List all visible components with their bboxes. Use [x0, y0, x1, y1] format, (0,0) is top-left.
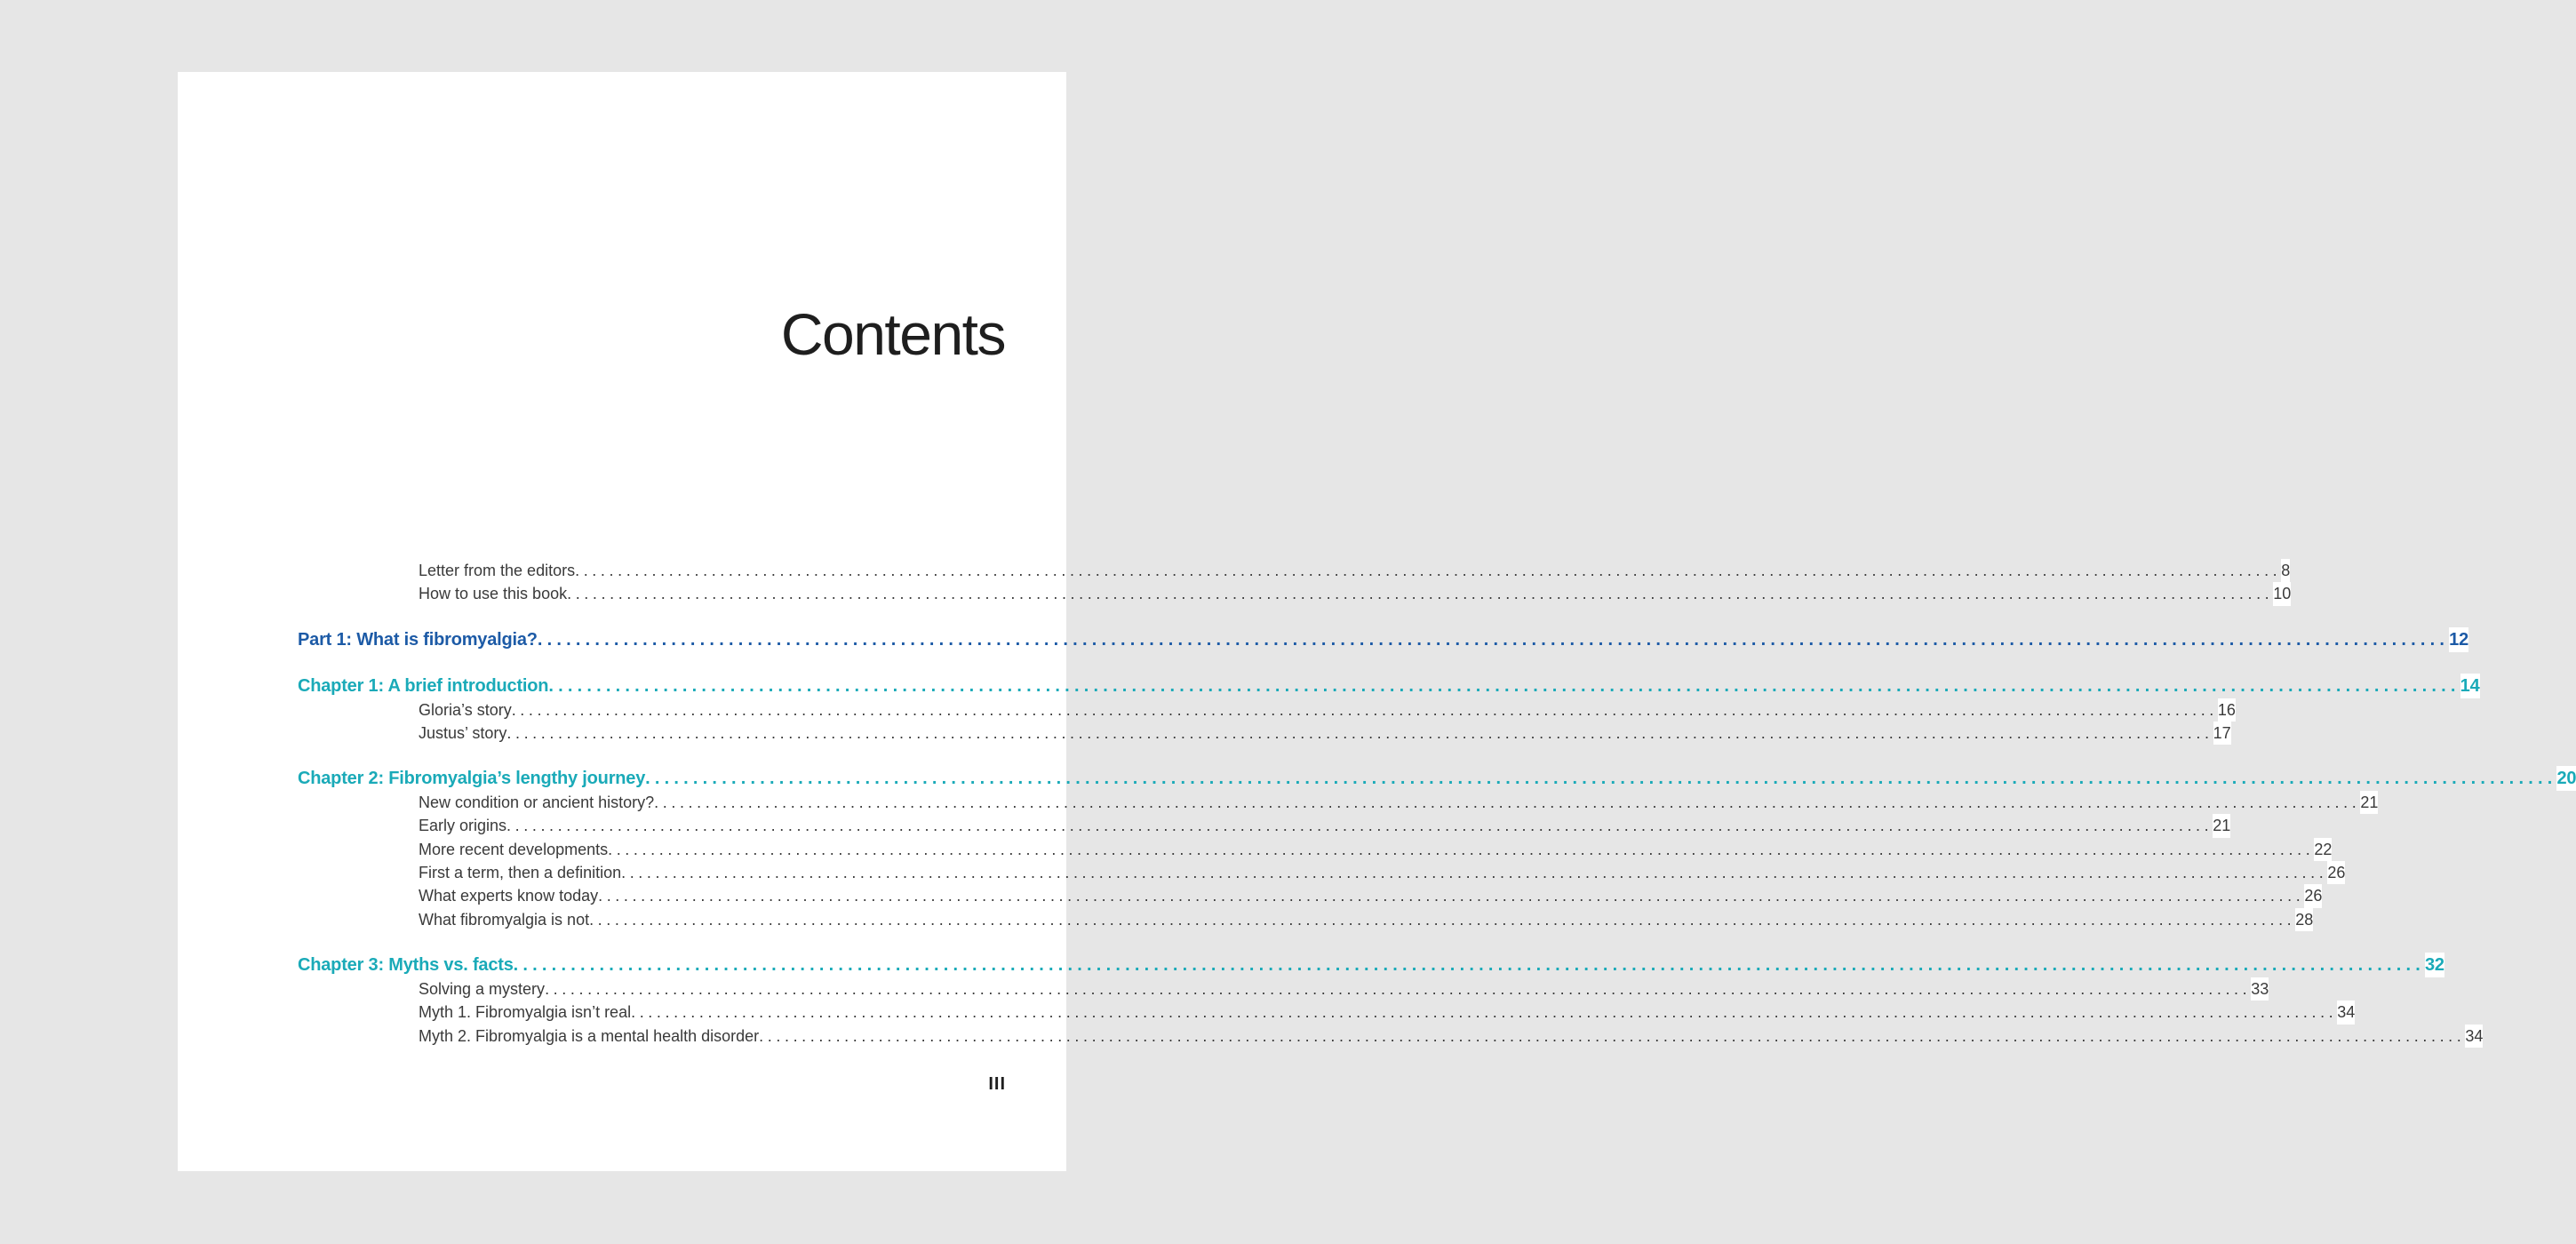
toc-entry-label: What fibromyalgia is not: [419, 908, 589, 931]
dot-leader: ........................................................................................................................................................................................................: [759, 1026, 2466, 1045]
toc-chapter-heading[interactable]: [298, 766, 2576, 791]
dot-leader: ........................................................................................................................................................................................................: [511, 700, 2218, 719]
toc-entry[interactable]: [298, 977, 2269, 1001]
toc-entry-page: 34: [2337, 1001, 2355, 1024]
dot-leader: ........................................................................................................................................................................................................: [506, 817, 2213, 835]
toc-entry-label: More recent developments: [419, 838, 608, 861]
dot-leader: ........................................................................................................................................................................................................: [621, 864, 2328, 882]
toc-entry[interactable]: [298, 838, 2333, 861]
dot-leader: ........................................................................................................................................................................................................: [506, 723, 2213, 742]
toc-entry[interactable]: [298, 908, 2314, 931]
book-page: [178, 72, 2576, 1171]
toc-chapter-label: Chapter 2: Fibromyalgia’s lengthy journey: [298, 766, 645, 791]
toc-entry-label: Letter from the editors: [419, 559, 575, 582]
toc-entry-label: What experts know today: [419, 884, 598, 907]
toc-entry-page: 17: [2213, 722, 2231, 745]
toc-entry[interactable]: [298, 791, 2379, 814]
toc-entry[interactable]: [298, 884, 2323, 907]
toc-chapter-label: Chapter 1: A brief introduction: [298, 674, 548, 698]
toc-entry-page: 28: [2295, 908, 2313, 931]
toc-entry[interactable]: [298, 1025, 2484, 1048]
dot-leader: ........................................................................................................................................................................................................: [631, 1003, 2338, 1022]
toc-entry[interactable]: [298, 698, 2236, 722]
toc-part-heading[interactable]: [298, 627, 2468, 652]
toc-entry[interactable]: [298, 722, 2231, 745]
dot-leader: ........................................................................................................................................................................................................: [545, 979, 2252, 998]
toc-entry-label: First a term, then a definition: [419, 861, 621, 884]
toc-entry[interactable]: [298, 559, 2291, 582]
table-of-contents: [298, 559, 2576, 1048]
toc-entry-label: Myth 2. Fibromyalgia is a mental health disorder: [419, 1025, 759, 1048]
spacer: [298, 745, 1005, 766]
toc-chapter-heading[interactable]: [298, 953, 2444, 977]
toc-entry-label: Gloria’s story: [419, 698, 512, 722]
toc-entry-page: 16: [2218, 698, 2236, 722]
toc-chapter-page: 14: [2460, 674, 2480, 698]
spacer: [298, 652, 1005, 674]
toc-chapter-page: 32: [2425, 953, 2444, 977]
toc-entry-page: 8: [2281, 559, 2290, 582]
dot-leader: ........................................................................................................................................................................................................: [608, 840, 2315, 858]
dot-leader: ........................................................................................................................................................................................................: [567, 585, 2274, 603]
toc-part-label: Part 1: What is fibromyalgia?: [298, 627, 538, 652]
dot-leader: ........................................................................................................................................................................................................: [645, 769, 2557, 789]
dot-leader: ........................................................................................................................................................................................................: [575, 562, 2282, 579]
dot-leader: ........................................................................................................................................................................................................: [589, 910, 2296, 929]
toc-chapter-page: 20: [2556, 766, 2576, 791]
toc-entry[interactable]: [298, 1001, 2356, 1024]
toc-entry-label: Justus’ story: [419, 722, 506, 745]
toc-entry-page: 33: [2251, 977, 2269, 1001]
toc-entry[interactable]: [298, 814, 2231, 837]
dot-leader: ........................................................................................................................................................................................................: [654, 793, 2361, 812]
toc-entry-label: Myth 1. Fibromyalgia isn’t real: [419, 1001, 631, 1024]
page-title: Contents: [780, 301, 1005, 367]
dot-leader: ........................................................................................................................................................................................................: [537, 629, 2450, 650]
toc-entry-page: 21: [2213, 814, 2230, 837]
page-folio: III: [988, 1074, 1006, 1094]
toc-part-page: 12: [2449, 627, 2468, 652]
toc-entry-page: 26: [2304, 884, 2322, 907]
toc-entry-page: 22: [2314, 838, 2332, 861]
spacer: [298, 606, 1005, 627]
toc-chapter-heading[interactable]: [298, 674, 2480, 698]
toc-chapter-label: Chapter 3: Myths vs. facts: [298, 953, 514, 977]
toc-entry-label: How to use this book: [419, 582, 567, 605]
dot-leader: ........................................................................................................................................................................................................: [548, 675, 2460, 696]
dot-leader: ........................................................................................................................................................................................................: [598, 887, 2305, 905]
dot-leader: ........................................................................................................................................................................................................: [513, 954, 2425, 975]
toc-entry-page: 26: [2327, 861, 2345, 884]
spacer: [298, 931, 1005, 953]
toc-entry-page: 34: [2465, 1025, 2483, 1048]
toc-entry-label: New condition or ancient history?: [419, 791, 654, 814]
toc-entry[interactable]: [298, 861, 2346, 884]
toc-entry-page: 21: [2360, 791, 2378, 814]
toc-entry-label: Early origins: [419, 814, 506, 837]
toc-entry[interactable]: [298, 582, 2292, 605]
toc-entry-label: Solving a mystery: [419, 977, 545, 1001]
toc-entry-page: 10: [2273, 582, 2291, 605]
